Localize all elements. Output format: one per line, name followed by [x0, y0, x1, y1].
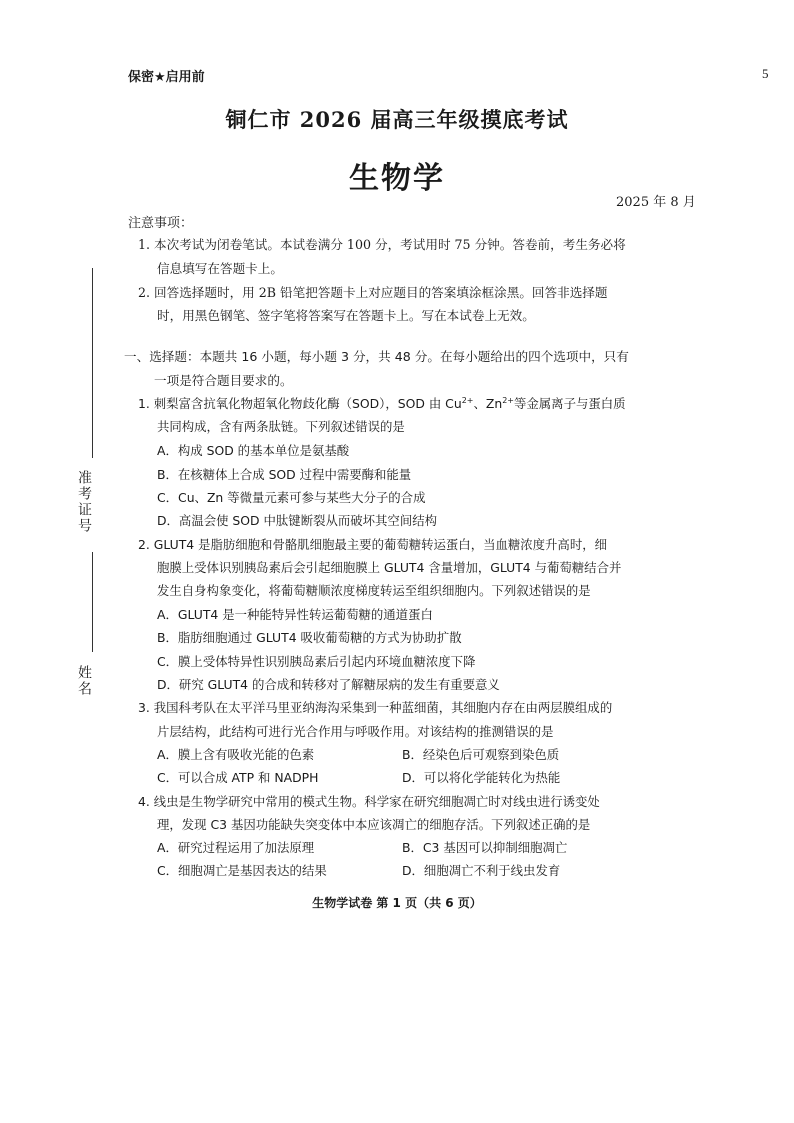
exam-date: 2025 年 8 月	[616, 195, 696, 210]
question-2-option-b: B．脂肪细胞通过 GLUT4 吸收葡萄糖的方式为协助扩散	[157, 630, 462, 645]
question-3-option-d: D．可以将化学能转化为热能	[402, 770, 561, 785]
exam-number-label: 准考证号	[76, 470, 92, 534]
question-1-stem	[138, 394, 626, 412]
question-2-option-c: C．膜上受体特异性识别胰岛素后引起内环境血糖浓度下降	[157, 654, 476, 669]
page-footer: 生物学试卷 第 1 页（共 6 页）	[312, 896, 482, 910]
notice-line: 时，用黑色钢笔、签字笔将答案写在答题卡上。写在本试卷上无效。	[157, 308, 535, 323]
question-4-stem-cont: 理，发现 C3 基因功能缺失突变体中本应该凋亡的细胞存活。下列叙述正确的是	[157, 817, 591, 832]
question-4-stem: 4. 线虫是生物学研究中常用的模式生物。科学家在研究细胞凋亡时对线虫进行诱变处	[138, 794, 600, 809]
question-2-option-d: D．研究 GLUT4 的合成和转移对了解糖尿病的发生有重要意义	[157, 677, 500, 692]
page-number: 5	[762, 66, 769, 81]
question-3-option-a: A．膜上含有吸收光能的色素	[157, 747, 315, 762]
charge-superscript: 2+	[461, 396, 474, 405]
question-2-stem: 2. GLUT4 是脂肪细胞和骨骼肌细胞最主要的葡萄糖转运蛋白，当血糖浓度升高时，细	[138, 537, 607, 552]
name-label: 姓名	[76, 665, 92, 697]
question-1-option-b: B．在核糖体上合成 SOD 过程中需要酶和能量	[157, 467, 412, 482]
subject-title: 生物学	[349, 161, 445, 196]
question-1-stem-cont: 共同构成，含有两条肽链。下列叙述错误的是	[157, 419, 405, 434]
question-3-option-b: B．经染色后可观察到染色质	[402, 747, 560, 762]
question-2-option-a: A．GLUT4 是一种能特异性转运葡萄糖的通道蛋白	[157, 607, 433, 622]
question-4-option-c: C．细胞凋亡是基因表达的结果	[157, 863, 327, 878]
question-1-stem-part: 1. 刺梨富含抗氧化物超氧化物歧化酶（SOD），SOD 由 Cu	[138, 396, 462, 411]
notice-line: 信息填写在答题卡上。	[157, 261, 283, 276]
section-heading: 一、选择题：本题共 16 小题，每小题 3 分，共 48 分。在每小题给出的四个选项中，只有	[124, 349, 629, 364]
exam-title: 铜仁市 2026 届高三年级摸底考试	[225, 107, 569, 132]
notice-line: 2. 回答选择题时，用 2B 铅笔把答题卡上对应题目的答案填涂框涂黑。回答非选择题	[138, 285, 608, 300]
question-1-option-d: D．高温会使 SOD 中肽键断裂从而破坏其空间结构	[157, 513, 437, 528]
section-heading-cont: 一项是符合题目要求的。	[154, 373, 293, 388]
charge-superscript: 2+	[502, 396, 515, 405]
question-3-option-c: C．可以合成 ATP 和 NADPH	[157, 770, 319, 785]
notice-heading: 注意事项：	[128, 216, 194, 231]
question-3-stem-cont: 片层结构，此结构可进行光合作用与呼吸作用。对该结构的推测错误的是	[157, 724, 554, 739]
question-1-option-c: C．Cu、Zn 等微量元素可参与某些大分子的合成	[157, 490, 426, 505]
exam-number-line	[92, 268, 93, 458]
question-1-stem-part: 等金属离子与蛋白质	[514, 396, 626, 411]
name-line	[92, 552, 93, 652]
question-2-stem-cont: 胞膜上受体识别胰岛素后会引起细胞膜上 GLUT4 含量增加，GLUT4 与葡萄糖结合并	[157, 560, 622, 575]
question-2-stem-cont: 发生自身构象变化，将葡萄糖顺浓度梯度转运至组织细胞内。下列叙述错误的是	[157, 583, 591, 598]
question-3-stem: 3. 我国科考队在太平洋马里亚纳海沟采集到一种蓝细菌，其细胞内存在由两层膜组成的	[138, 700, 613, 715]
question-4-option-a: A．研究过程运用了加法原理	[157, 840, 315, 855]
question-4-option-b: B．C3 基因可以抑制细胞凋亡	[402, 840, 568, 855]
question-1-stem-part: 、Zn	[473, 396, 503, 411]
question-4-option-d: D．细胞凋亡不利于线虫发育	[402, 863, 561, 878]
question-1-option-a: A．构成 SOD 的基本单位是氨基酸	[157, 443, 350, 458]
notice-line: 1. 本次考试为闭卷笔试。本试卷满分 100 分，考试用时 75 分钟。答卷前，考生务必将	[138, 237, 626, 252]
confidential-label: 保密★启用前	[128, 70, 205, 85]
